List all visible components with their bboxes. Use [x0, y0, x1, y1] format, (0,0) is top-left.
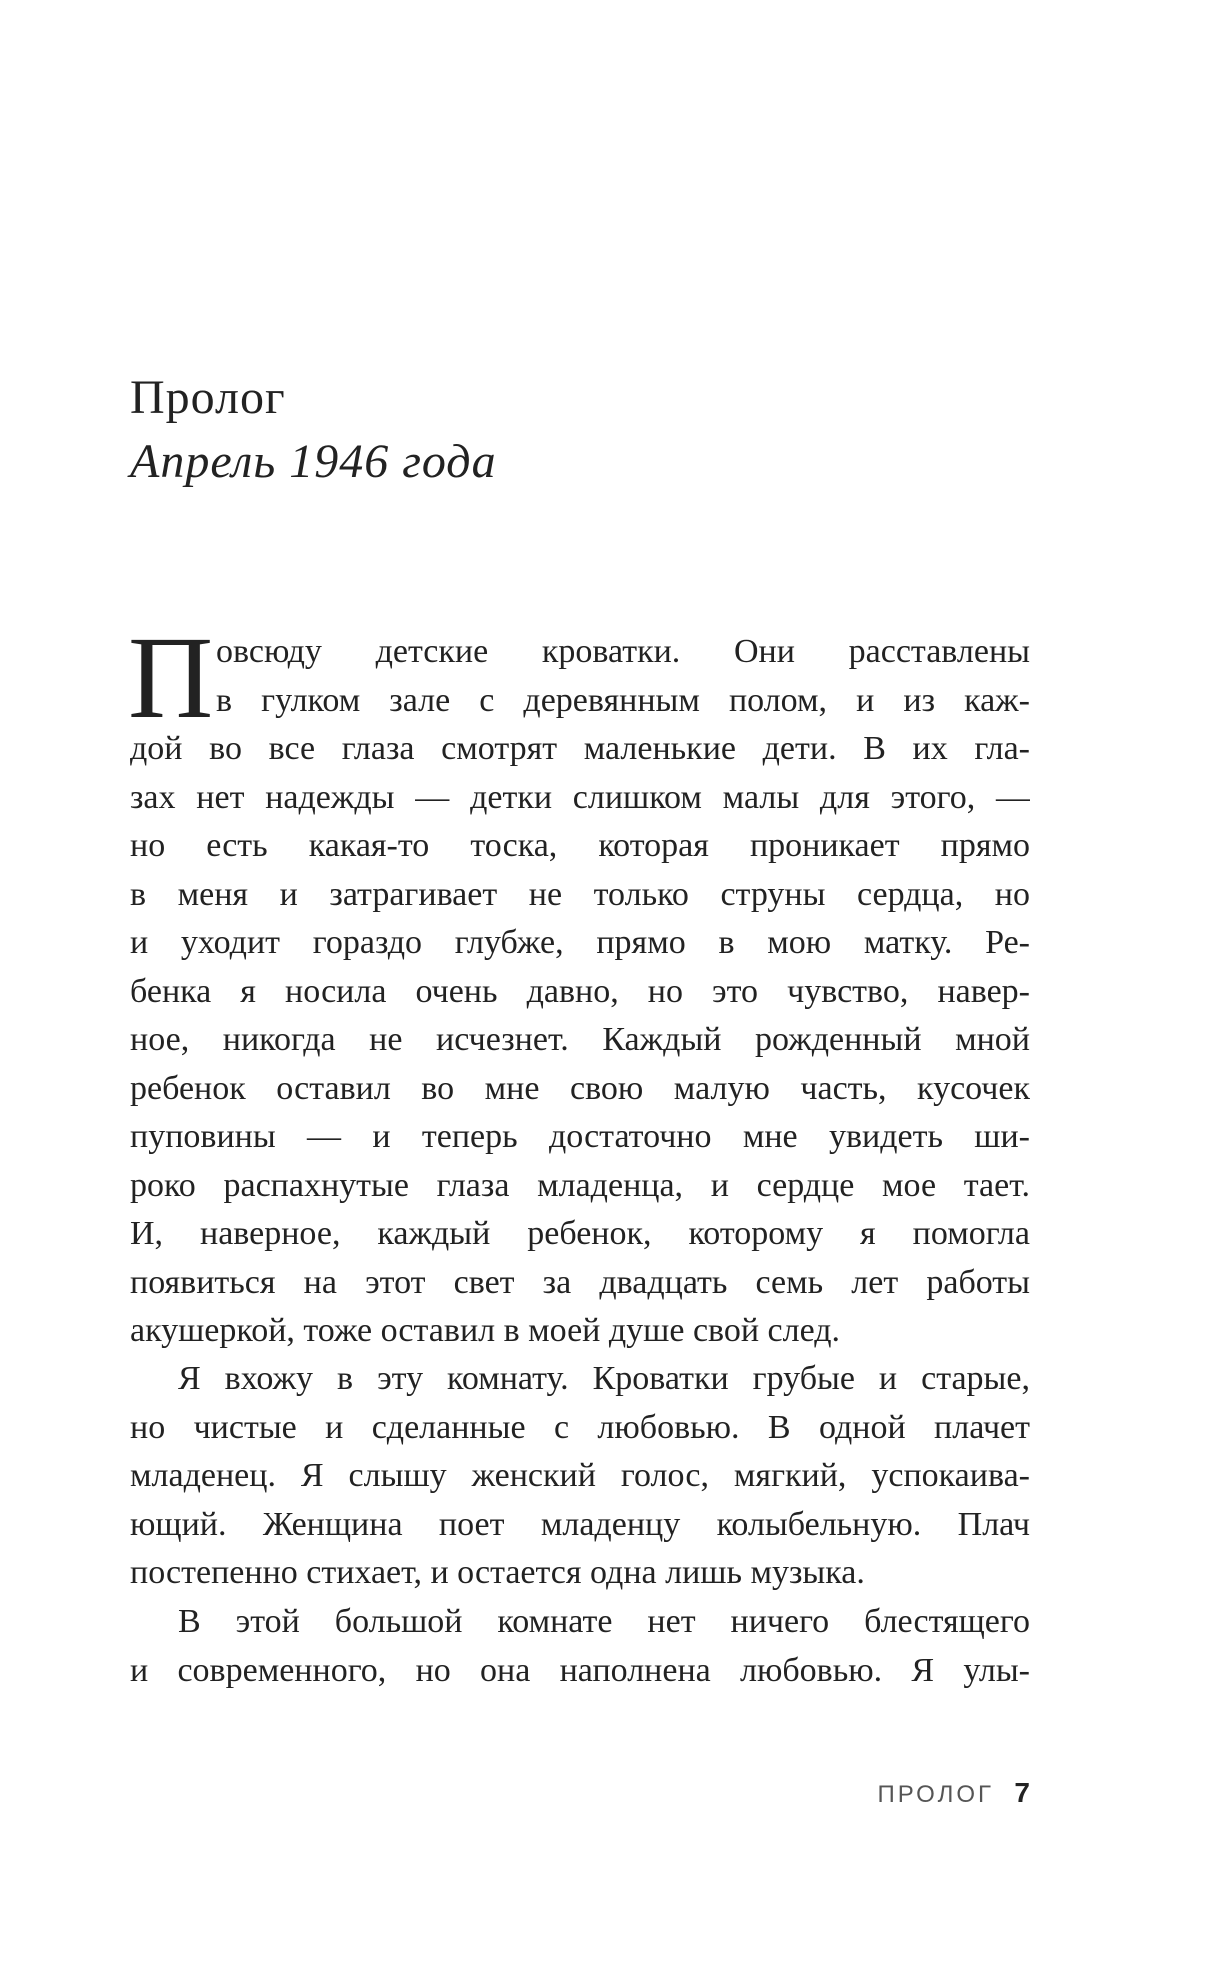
text-line: ное, никогда не исчезнет. Каждый рожденный мной: [130, 1021, 1030, 1058]
running-head: ПРОЛОГ: [877, 1781, 994, 1808]
text-line: постепенно стихает, и остается одна лишь музыка.: [130, 1554, 865, 1591]
text-line: младенец. Я слышу женский голос, мягкий, успокаива-: [130, 1457, 1030, 1494]
text-line: в меня и затрагивает не только струны сердца, но: [130, 875, 1030, 913]
paragraph-3: [130, 1598, 1030, 1695]
text-line: Я вхожу в эту комнату. Кроватки грубые и старые,: [178, 1360, 1030, 1397]
text-line: зах нет надежды — детки слишком малы для этого, —: [130, 778, 1030, 816]
drop-cap: П: [128, 612, 214, 743]
page-number: 7: [1014, 1777, 1030, 1808]
text-line: в гулком зале с деревянным полом, и из каж-: [216, 681, 1030, 719]
text-line: и уходит гораздо глубже, прямо в мою матку. Ре-: [130, 924, 1030, 961]
text-line: И, наверное, каждый ребенок, которому я помогла: [130, 1215, 1030, 1252]
text-line: но есть какая-то тоска, которая проникает прямо: [130, 827, 1030, 864]
text-line: овсюду детские кроватки. Они расставлены: [216, 633, 1030, 670]
text-line: акушеркой, тоже оставил в моей душе свой след.: [130, 1312, 841, 1349]
text-line: В этой большой комнате нет ничего блестящего: [178, 1603, 1030, 1640]
text-line: дой во все глаза смотрят маленькие дети. В их гла-: [130, 730, 1030, 767]
text-line: пуповины — и теперь достаточно мне увидеть ши-: [130, 1118, 1030, 1155]
paragraph-1: [128, 612, 1030, 1356]
text-line: ющий. Женщина поет младенцу колыбельную. Плач: [130, 1505, 1030, 1543]
text-line: ребенок оставил во мне свою малую часть, кусочек: [130, 1069, 1030, 1107]
chapter-date: Апрель 1946 года: [130, 435, 497, 488]
text-line: бенка я носила очень давно, но это чувство, навер-: [130, 972, 1030, 1010]
text-line: появиться на этот свет за двадцать семь лет работы: [130, 1263, 1030, 1301]
paragraph-2: [130, 1355, 1030, 1598]
chapter-title: Пролог: [130, 371, 286, 424]
text-line: и современного, но она наполнена любовью. Я улы-: [130, 1651, 1030, 1689]
text-line: но чистые и сделанные с любовью. В одной плачет: [130, 1408, 1030, 1446]
text-line: роко распахнутые глаза младенца, и сердце мое тает.: [130, 1166, 1030, 1204]
